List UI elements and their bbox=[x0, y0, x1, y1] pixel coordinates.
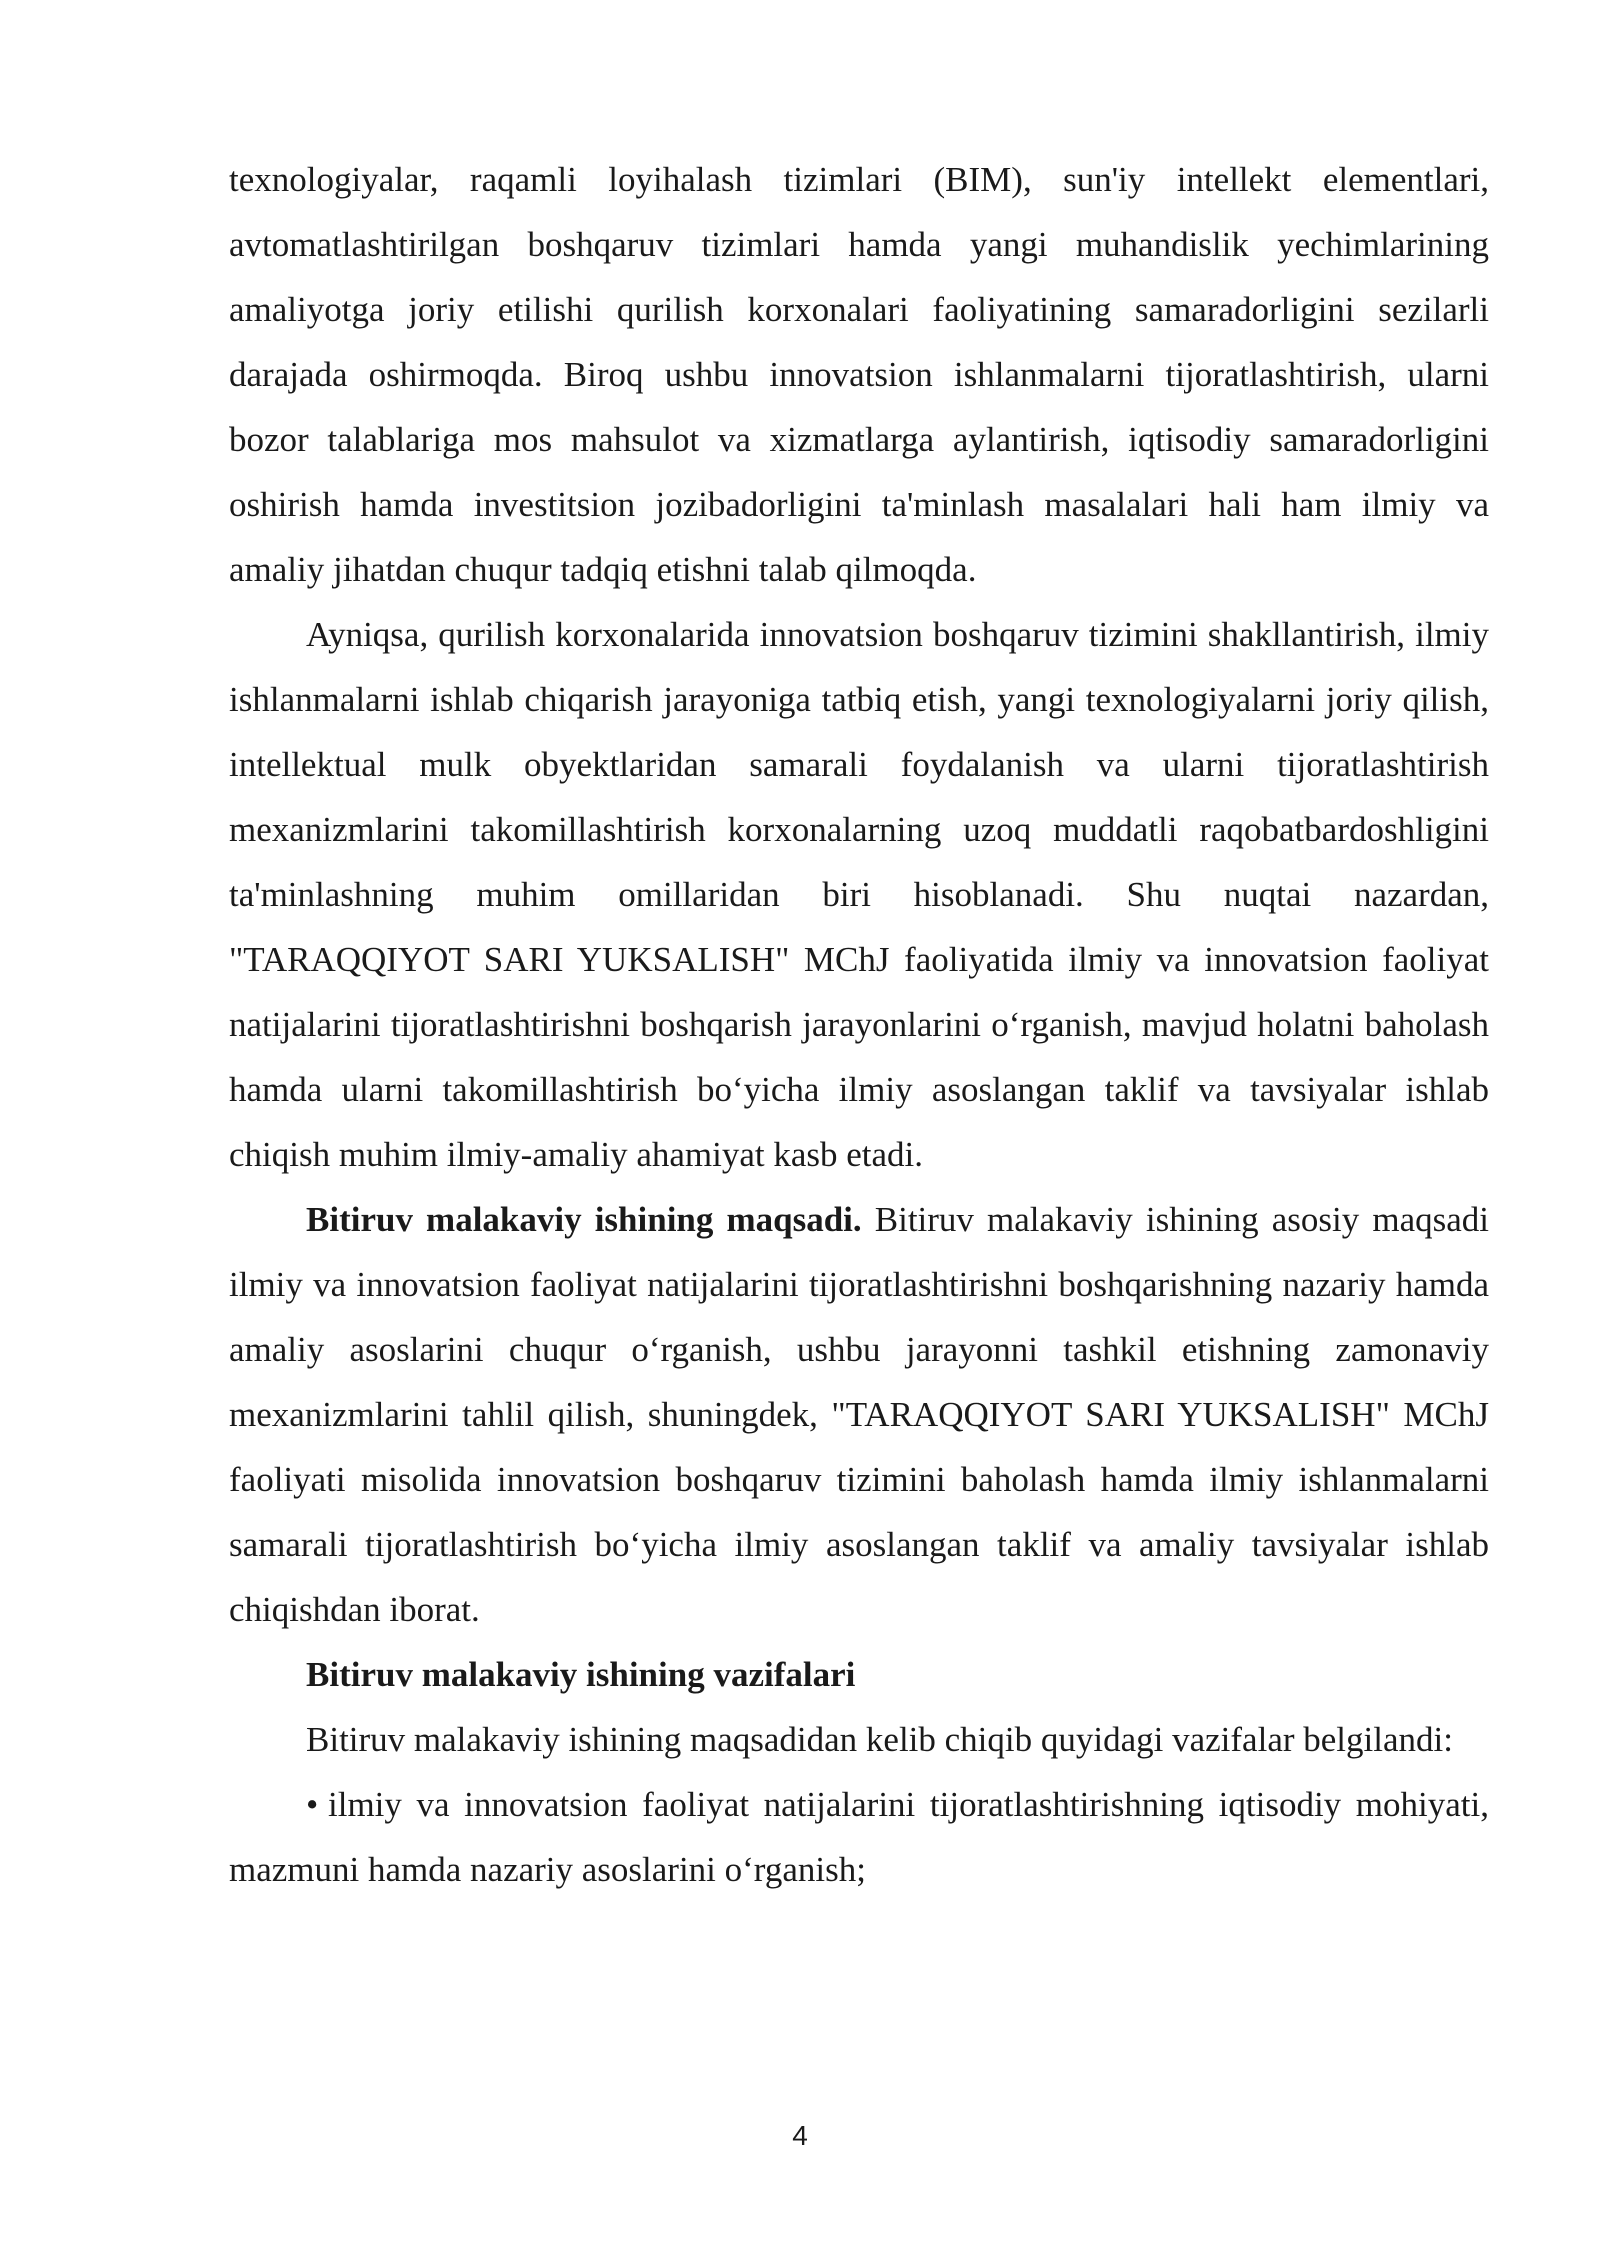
bullet-item bbox=[229, 1772, 1489, 1902]
goal-heading: Bitiruv malakaviy ishining maqsadi. bbox=[306, 1200, 862, 1239]
document-body bbox=[229, 147, 1489, 1902]
tasks-heading: Bitiruv malakaviy ishining vazifalari bbox=[306, 1655, 856, 1694]
paragraph-context: Ayniqsa, qurilish korxonalarida innovatsion boshqaruv tizimini shakllantirish, ilmiy ishlanmalarni ishlab chiqarish jarayoniga tatbiq etish, yangi texnologiyalarni joriy qilish, intellektual mulk obyektlaridan samarali foydalanish va ularni tijoratlashtirish mexanizmlarini takomillashtirish korxonalarning uzoq muddatli raqobatbardoshligini ta'minlashning muhim omillaridan biri hisoblanadi. Shu nuqtai nazardan, "TARAQQIYOT SARI YUKSALISH" MChJ faoliyatida ilmiy va innovatsion faoliyat natijalarini tijoratlashtirishni boshqarish jarayonlarini o‘rganish, mavjud holatni baholash hamda ularni takomillashtirish bo‘yicha ilmiy asoslangan taklif va tavsiyalar ishlab chiqish muhim ilmiy-amaliy ahamiyat kasb etadi. bbox=[229, 615, 1489, 1174]
tasks-intro: Bitiruv malakaviy ishining maqsadidan kelib chiqib quyidagi vazifalar belgilandi: bbox=[306, 1720, 1453, 1759]
paragraph-goal bbox=[229, 1187, 1489, 1642]
bullet-item-text: ilmiy va innovatsion faoliyat natijalarini tijoratlashtirishning iqtisodiy mohiyati, mazmuni hamda nazariy asoslarini o‘rganish; bbox=[229, 1785, 1489, 1889]
paragraph-continuation: texnologiyalar, raqamli loyihalash tizimlari (BIM), sun'iy intellekt elementlari, avtomatlashtirilgan boshqaruv tizimlari hamda yangi muhandislik yechimlarining amaliyotga joriy etilishi qurilish korxonalari faoliyatining samaradorligini sezilarli darajada oshirmoqda. Biroq ushbu innovatsion ishlanmalarni tijoratlashtirish, ularni bozor talablariga mos mahsulot va xizmatlarga aylantirish, iqtisodiy samaradorligini oshirish hamda investitsion jozibadorligini ta'minlash masalalari hali ham ilmiy va amaliy jihatdan chuqur tadqiq etishni talab qilmoqda. bbox=[229, 160, 1489, 589]
page-number: 4 bbox=[792, 2120, 808, 2151]
goal-text: Bitiruv malakaviy ishining asosiy maqsadi ilmiy va innovatsion faoliyat natijalarini tijoratlashtirishni boshqarishning nazariy hamda amaliy asoslarini chuqur o‘rganish, ushbu jarayonni tashkil etishning zamonaviy mexanizmlarini tahlil qilish, shuningdek, "TARAQQIYOT SARI YUKSALISH" MChJ faoliyati misolida innovatsion boshqaruv tizimini baholash hamda ilmiy ishlanmalarni samarali tijoratlashtirish bo‘yicha ilmiy asoslangan taklif va amaliy tavsiyalar ishlab chiqishdan iborat. bbox=[229, 1200, 1489, 1629]
bullet-icon: • bbox=[306, 1785, 319, 1824]
